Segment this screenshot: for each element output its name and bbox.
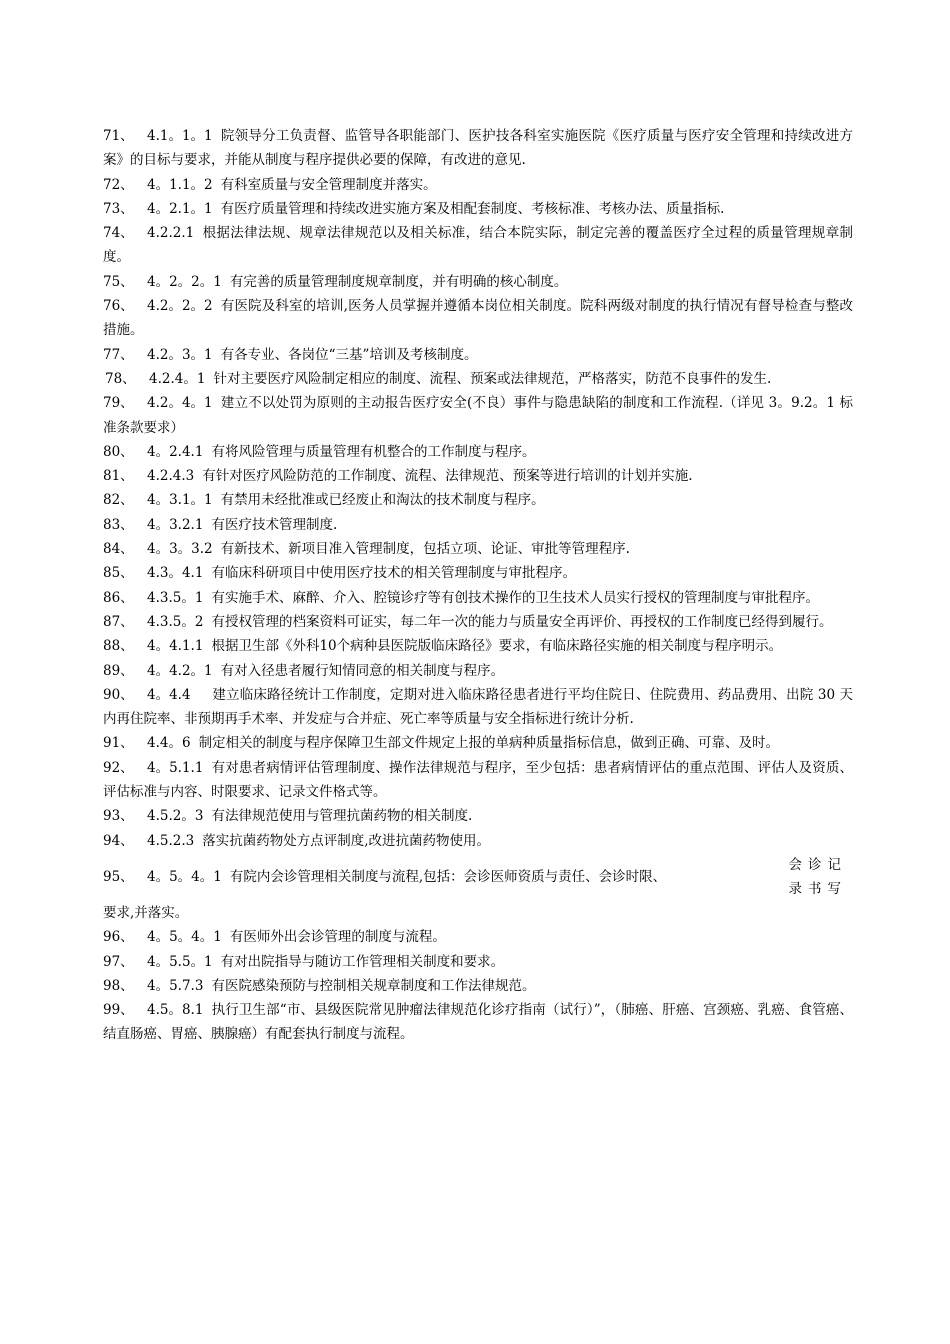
item-code: 4。4.2。1 [147, 662, 213, 679]
item-number: 99、 [103, 1002, 134, 1019]
item-number: 79、 [103, 395, 134, 412]
list-item-90 [103, 683, 853, 732]
item-code: 4.4。6 [147, 735, 191, 752]
item-number: 77、 [103, 346, 134, 363]
item-text: 制定相关的制度与程序保障卫生部文件规定上报的单病种质量指标信息，做到正确、可靠、及时。 [198, 735, 780, 752]
item-text: 有实施手术、麻醉、介入、腔镜诊疗等有创技术操作的卫生技术人员实行授权的管理制度与审批程序。 [211, 589, 819, 606]
item-number: 96、 [103, 929, 134, 946]
item-text: 有对患者病情评估管理制度、操作法律规范与程序，至少包括：患者病情评估的重点范围、评估人及资质、评估标准与内容、时限要求、记录文件格式等。 [103, 759, 853, 801]
list-item-86 [103, 586, 853, 610]
item-text: 执行卫生部“市、县级医院常见肿瘤法律规范化诊疗指南（试行）”，（肺癌、肝癌、宫颈癌、乳癌、食管癌、结直肠癌、胃癌、胰腺癌）有配套执行制度与流程。 [103, 1002, 853, 1043]
item-code: 4.2.4.3 [147, 468, 195, 485]
item-code: 4。5.7.3 [147, 977, 204, 994]
item-code: 4.5.2。3 [147, 808, 204, 825]
list-item-82 [103, 488, 853, 512]
item-code: 4。4.1.1 [147, 638, 204, 655]
item-number: 90、 [103, 686, 134, 703]
list-item-81 [103, 464, 853, 488]
item-number: 75、 [103, 273, 134, 290]
list-item-72 [103, 173, 853, 197]
list-item-73 [103, 197, 853, 221]
item-code: 4。5.5。1 [147, 953, 213, 970]
item-text: 有对入径患者履行知情同意的相关制度与程序。 [220, 662, 505, 679]
item-number: 86、 [103, 589, 134, 606]
item-number: 92、 [103, 759, 134, 776]
item-text: 建立不以处罚为原则的主动报告医疗安全(不良）事件与隐患缺陷的制度和工作流程.（详见 3。9.2。1 标准条款要求） [103, 395, 853, 436]
item-text: 根据卫生部《外科10个病种县医院版临床路径》要求，有临床路径实施的相关制度与程序明示。 [211, 638, 783, 655]
list-item-75 [103, 270, 853, 294]
item-code: 4.2。2。2 [147, 298, 213, 315]
list-item-91 [103, 731, 853, 755]
item-code: 4。5.1.1 [147, 759, 204, 776]
list-item-84 [103, 537, 853, 561]
item-95-continuation: 要求,并落实。 [103, 904, 189, 921]
item-number: 98、 [103, 977, 134, 994]
item-code: 4.3.5。2 [147, 613, 204, 630]
item-code: 4.3。4.1 [147, 565, 204, 582]
list-item-98 [103, 974, 853, 998]
item-number: 95、 [103, 868, 134, 885]
list-item-95 [103, 853, 853, 901]
list-item-94 [103, 829, 853, 853]
list-item-93 [103, 804, 853, 828]
item-code: 4。5。4。1 [147, 868, 222, 885]
item-95-main-line [103, 865, 666, 889]
list-item-88 [103, 634, 853, 658]
list-item-80 [103, 440, 853, 464]
item-number: 87、 [103, 613, 134, 630]
item-text: 有临床科研项目中使用医疗技术的相关管理制度与审批程序。 [211, 565, 576, 582]
item-code: 4。3.1。1 [147, 492, 213, 509]
item-text: 有将风险管理与质量管理有机整合的工作制度与程序。 [211, 443, 536, 460]
item-number: 93、 [103, 808, 134, 825]
list-item-85 [103, 561, 853, 585]
item-code: 4。3.2.1 [147, 516, 204, 533]
document-page [103, 124, 853, 1047]
item-95-wrapped-tail: 会诊记录书写 [788, 856, 847, 897]
list-item-97 [103, 950, 853, 974]
item-number: 82、 [103, 492, 134, 509]
item-number: 84、 [103, 541, 134, 558]
item-text: 有针对医疗风险防范的工作制度、流程、法律规范、预案等进行培训的计划并实施. [202, 468, 693, 485]
list-item-71 [103, 124, 853, 173]
list-item-89 [103, 659, 853, 683]
item-number: 78、 [105, 370, 136, 387]
list-item-76 [103, 294, 853, 343]
item-text: 落实抗菌药物处方点评制度,改进抗菌药物使用。 [202, 832, 491, 849]
item-text: 有各专业、各岗位“三基”培训及考核制度。 [220, 346, 478, 363]
item-code: 4.2。3。1 [147, 346, 213, 363]
item-text: 有医疗质量管理和持续改进实施方案及相配套制度、考核标准、考核办法、质量指标. [220, 200, 725, 217]
item-number: 73、 [103, 200, 134, 217]
item-code: 4。2.1。1 [147, 200, 213, 217]
item-number: 91、 [103, 735, 134, 752]
list-item-77 [103, 343, 853, 367]
item-number: 94、 [103, 832, 134, 849]
item-code: 4。4.4 [147, 686, 191, 703]
list-item-78 [103, 367, 853, 391]
item-number: 83、 [103, 516, 134, 533]
list-item-74 [103, 221, 853, 270]
item-code: 4.5.2.3 [147, 832, 195, 849]
item-text: 有完善的质量管理制度规章制度，并有明确的核心制度。 [229, 273, 568, 290]
item-number: 89、 [103, 662, 134, 679]
item-code: 4。2.4.1 [147, 443, 204, 460]
item-text: 有禁用未经批准或已经废止和淘汰的技术制度与程序。 [220, 492, 545, 509]
item-text: 有对出院指导与随访工作管理相关制度和要求。 [220, 953, 505, 970]
item-text: 有新技术、新项目准入管理制度，包括立项、论证、审批等管理程序. [220, 541, 630, 558]
item-code: 4.5。8.1 [147, 1002, 204, 1019]
item-code: 4.3.5。1 [147, 589, 204, 606]
item-text: 有授权管理的档案资料可证实，每二年一次的能力与质量安全再评价、再授权的工作制度已经得到履行。 [211, 613, 833, 630]
item-text: 针对主要医疗风险制定相应的制度、流程、预案或法律规范，严格落实，防范不良事件的发生. [213, 370, 772, 387]
item-text: 根据法律法规、规章法律规范以及相关标准，结合本院实际，制定完善的覆盖医疗全过程的质量管理规章制度。 [103, 225, 853, 266]
list-item-99 [103, 998, 853, 1047]
item-code: 4。5。4。1 [147, 929, 222, 946]
item-number: 72、 [103, 176, 134, 193]
item-text: 院领导分工负责督、监管导各职能部门、医护技各科室实施医院《医疗质量与医疗安全管理和持续改进方案》的目标与要求，并能从制度与程序提供必要的保障，有改进的意见. [103, 128, 853, 169]
item-number: 88、 [103, 638, 134, 655]
item-text: 有医疗技术管理制度. [211, 516, 338, 533]
item-text: 有医院及科室的培训,医务人员掌握并遵循本岗位相关制度。院科两级对制度的执行情况有督导检查与整改措施。 [103, 298, 853, 339]
item-text: 有科室质量与安全管理制度并落实。 [220, 176, 437, 193]
item-text: 有医院感染预防与控制相关规章制度和工作法律规范。 [211, 977, 536, 994]
list-item-87 [103, 610, 853, 634]
list-item-96 [103, 925, 853, 949]
item-code: 4.2。4。1 [147, 395, 213, 412]
item-text: 有法律规范使用与管理抗菌药物的相关制度. [211, 808, 473, 825]
item-number: 74、 [103, 225, 134, 242]
item-number: 71、 [103, 128, 134, 144]
item-code: 4。3。3.2 [147, 541, 213, 558]
item-number: 97、 [103, 953, 134, 970]
item-code: 4.2.4。1 [149, 370, 206, 387]
list-item-83 [103, 513, 853, 537]
item-number: 80、 [103, 443, 134, 460]
item-code: 4。2。2。1 [147, 273, 222, 290]
item-number: 81、 [103, 468, 134, 485]
list-item-92 [103, 756, 853, 805]
item-code: 4.2.2.1 [147, 225, 195, 242]
item-code: 4.1。1。1 [147, 128, 213, 144]
list-item-79 [103, 391, 853, 440]
item-code: 4。1.1。2 [147, 176, 213, 193]
item-text: 有院内会诊管理相关制度与流程,包括：会诊医师资质与责任、会诊时限、 [229, 868, 667, 885]
item-number: 76、 [103, 298, 134, 315]
item-text: 建立临床路径统计工作制度，定期对进入临床路径患者进行平均住院日、住院费用、药品费用、出院 30 天内再住院率、非预期再手术率、并发症与合并症、死亡率等质量与安全指标进行统计分析. [103, 686, 853, 728]
item-number: 85、 [103, 565, 134, 582]
item-text: 有医师外出会诊管理的制度与流程。 [229, 929, 446, 946]
